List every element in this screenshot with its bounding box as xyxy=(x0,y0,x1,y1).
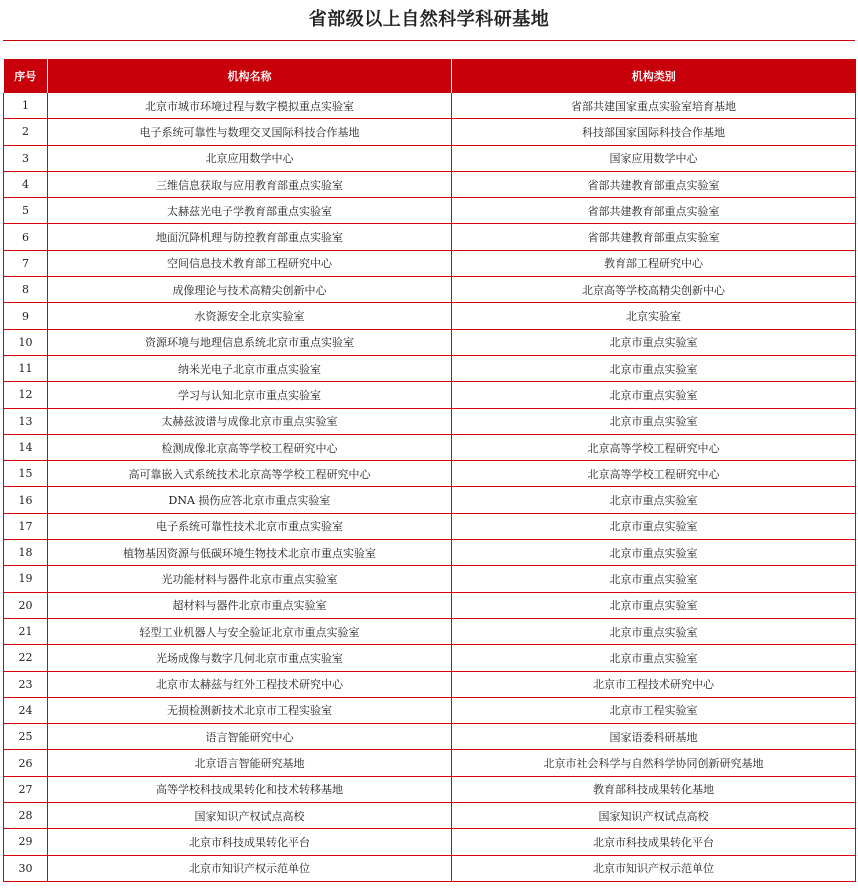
cell-index: 23 xyxy=(4,671,48,697)
page-title: 省部级以上自然科学科研基地 xyxy=(308,9,550,30)
cell-institution-category: 教育部科技成果转化基地 xyxy=(452,776,856,802)
cell-institution-name: 水资源安全北京实验室 xyxy=(48,303,452,329)
table-row xyxy=(4,566,856,592)
cell-institution-category: 北京市重点实验室 xyxy=(452,355,856,381)
table-row xyxy=(4,93,856,119)
cell-institution-name: 国家知识产权试点高校 xyxy=(48,803,452,829)
cell-institution-name: 太赫兹光电子学教育部重点实验室 xyxy=(48,198,452,224)
cell-institution-category: 教育部工程研究中心 xyxy=(452,250,856,276)
cell-institution-category: 国家知识产权试点高校 xyxy=(452,803,856,829)
cell-institution-category: 科技部国家国际科技合作基地 xyxy=(452,119,856,145)
cell-index: 3 xyxy=(4,145,48,171)
cell-institution-category: 北京市重点实验室 xyxy=(452,566,856,592)
cell-institution-category: 北京市重点实验室 xyxy=(452,329,856,355)
cell-index: 2 xyxy=(4,119,48,145)
table-row xyxy=(4,119,856,145)
table-row xyxy=(4,540,856,566)
table-row xyxy=(4,487,856,513)
cell-institution-category: 省部共建教育部重点实验室 xyxy=(452,171,856,197)
cell-index: 22 xyxy=(4,645,48,671)
cell-index: 11 xyxy=(4,355,48,381)
cell-index: 16 xyxy=(4,487,48,513)
cell-index: 5 xyxy=(4,198,48,224)
table-row xyxy=(4,461,856,487)
cell-institution-name: 北京语言智能研究基地 xyxy=(48,750,452,776)
cell-institution-category: 北京市重点实验室 xyxy=(452,408,856,434)
cell-institution-name: 纳米光电子北京市重点实验室 xyxy=(48,355,452,381)
cell-institution-category: 北京市重点实验室 xyxy=(452,592,856,618)
cell-index: 17 xyxy=(4,513,48,539)
cell-institution-category: 北京市重点实验室 xyxy=(452,645,856,671)
cell-index: 19 xyxy=(4,566,48,592)
cell-institution-name: 北京市城市环境过程与数字模拟重点实验室 xyxy=(48,93,452,119)
cell-index: 12 xyxy=(4,382,48,408)
cell-index: 14 xyxy=(4,434,48,460)
cell-institution-category: 省部共建教育部重点实验室 xyxy=(452,224,856,250)
table-row xyxy=(4,750,856,776)
table-row xyxy=(4,382,856,408)
cell-index: 10 xyxy=(4,329,48,355)
table-header-row xyxy=(4,59,856,93)
cell-institution-category: 北京实验室 xyxy=(452,303,856,329)
cell-index: 21 xyxy=(4,618,48,644)
cell-index: 26 xyxy=(4,750,48,776)
cell-institution-category: 北京市科技成果转化平台 xyxy=(452,829,856,855)
cell-institution-category: 省部共建教育部重点实验室 xyxy=(452,198,856,224)
table-row xyxy=(4,618,856,644)
cell-institution-name: 高等学校科技成果转化和技术转移基地 xyxy=(48,776,452,802)
cell-institution-name: 植物基因资源与低碳环境生物技术北京市重点实验室 xyxy=(48,540,452,566)
cell-institution-name: 成像理论与技术高精尖创新中心 xyxy=(48,277,452,303)
cell-index: 25 xyxy=(4,724,48,750)
table-row xyxy=(4,803,856,829)
cell-institution-category: 北京市重点实验室 xyxy=(452,382,856,408)
table-row xyxy=(4,303,856,329)
table-row xyxy=(4,145,856,171)
table-row xyxy=(4,645,856,671)
cell-institution-name: 北京应用数学中心 xyxy=(48,145,452,171)
cell-institution-category: 北京高等学校工程研究中心 xyxy=(452,461,856,487)
table-row xyxy=(4,697,856,723)
cell-index: 30 xyxy=(4,855,48,881)
cell-index: 20 xyxy=(4,592,48,618)
table-body xyxy=(4,93,856,881)
cell-institution-category: 北京市工程技术研究中心 xyxy=(452,671,856,697)
table-row xyxy=(4,277,856,303)
cell-institution-category: 北京市重点实验室 xyxy=(452,540,856,566)
cell-index: 24 xyxy=(4,697,48,723)
table-row xyxy=(4,829,856,855)
cell-institution-name: 地面沉降机理与防控教育部重点实验室 xyxy=(48,224,452,250)
cell-index: 4 xyxy=(4,171,48,197)
cell-institution-name: 北京市太赫兹与红外工程技术研究中心 xyxy=(48,671,452,697)
cell-index: 1 xyxy=(4,93,48,119)
cell-institution-name: 北京市知识产权示范单位 xyxy=(48,855,452,881)
cell-index: 29 xyxy=(4,829,48,855)
table-row xyxy=(4,671,856,697)
cell-institution-name: 电子系统可靠性技术北京市重点实验室 xyxy=(48,513,452,539)
cell-index: 15 xyxy=(4,461,48,487)
cell-index: 7 xyxy=(4,250,48,276)
table-row xyxy=(4,776,856,802)
cell-institution-category: 北京市重点实验室 xyxy=(452,513,856,539)
cell-institution-category: 省部共建国家重点实验室培育基地 xyxy=(452,93,856,119)
cell-institution-name: 轻型工业机器人与安全验证北京市重点实验室 xyxy=(48,618,452,644)
cell-institution-category: 国家应用数学中心 xyxy=(452,145,856,171)
cell-institution-name: 北京市科技成果转化平台 xyxy=(48,829,452,855)
table-row xyxy=(4,171,856,197)
title-divider xyxy=(3,40,855,41)
table-row xyxy=(4,355,856,381)
cell-index: 13 xyxy=(4,408,48,434)
cell-institution-category: 北京市重点实验室 xyxy=(452,618,856,644)
cell-institution-name: DNA 损伤应答北京市重点实验室 xyxy=(48,487,452,513)
cell-index: 8 xyxy=(4,277,48,303)
table-row xyxy=(4,224,856,250)
cell-institution-name: 空间信息技术教育部工程研究中心 xyxy=(48,250,452,276)
research-base-table xyxy=(3,59,856,882)
cell-institution-category: 北京市重点实验室 xyxy=(452,487,856,513)
cell-institution-category: 北京市知识产权示范单位 xyxy=(452,855,856,881)
cell-institution-category: 北京高等学校工程研究中心 xyxy=(452,434,856,460)
cell-institution-name: 无损检测新技术北京市工程实验室 xyxy=(48,697,452,723)
cell-institution-name: 资源环境与地理信息系统北京市重点实验室 xyxy=(48,329,452,355)
cell-institution-name: 三维信息获取与应用教育部重点实验室 xyxy=(48,171,452,197)
cell-institution-category: 国家语委科研基地 xyxy=(452,724,856,750)
column-header-index: 序号 xyxy=(4,59,48,93)
cell-index: 18 xyxy=(4,540,48,566)
cell-institution-category: 北京市社会科学与自然科学协同创新研究基地 xyxy=(452,750,856,776)
table-row xyxy=(4,855,856,881)
cell-institution-name: 光场成像与数字几何北京市重点实验室 xyxy=(48,645,452,671)
table-row xyxy=(4,250,856,276)
column-header-name: 机构名称 xyxy=(48,59,452,93)
cell-institution-name: 检测成像北京高等学校工程研究中心 xyxy=(48,434,452,460)
table-row xyxy=(4,434,856,460)
table-row xyxy=(4,408,856,434)
cell-institution-name: 超材料与器件北京市重点实验室 xyxy=(48,592,452,618)
cell-index: 6 xyxy=(4,224,48,250)
cell-institution-name: 电子系统可靠性与数理交叉国际科技合作基地 xyxy=(48,119,452,145)
cell-index: 27 xyxy=(4,776,48,802)
cell-institution-name: 语言智能研究中心 xyxy=(48,724,452,750)
cell-institution-category: 北京高等学校高精尖创新中心 xyxy=(452,277,856,303)
cell-institution-name: 太赫兹波谱与成像北京市重点实验室 xyxy=(48,408,452,434)
table-row xyxy=(4,198,856,224)
cell-index: 9 xyxy=(4,303,48,329)
table-row xyxy=(4,592,856,618)
table-row xyxy=(4,724,856,750)
table-row xyxy=(4,513,856,539)
cell-index: 28 xyxy=(4,803,48,829)
cell-institution-name: 光功能材料与器件北京市重点实验室 xyxy=(48,566,452,592)
column-header-category: 机构类别 xyxy=(452,59,856,93)
cell-institution-name: 高可靠嵌入式系统技术北京高等学校工程研究中心 xyxy=(48,461,452,487)
cell-institution-name: 学习与认知北京市重点实验室 xyxy=(48,382,452,408)
table-row xyxy=(4,329,856,355)
cell-institution-category: 北京市工程实验室 xyxy=(452,697,856,723)
